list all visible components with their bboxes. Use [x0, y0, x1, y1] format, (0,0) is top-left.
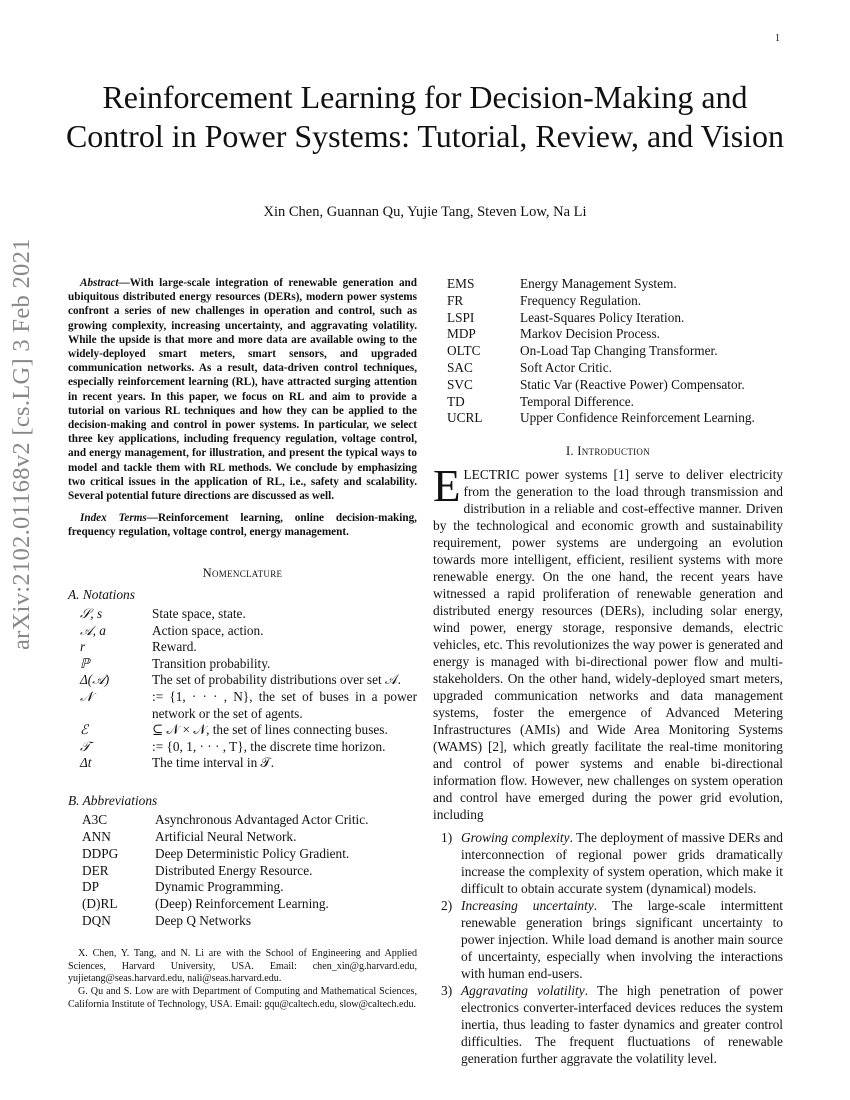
arxiv-stamp — [8, 238, 68, 650]
notation-symbol: 𝒜, a — [80, 622, 106, 638]
item-text: . The deployment of massive DERs and interconnection of regional power grids dramatically increase the complexity of system operation, which make it difficult to obtain accurate system (dynamical) models. — [461, 830, 783, 897]
abbreviation-description: Frequency Regulation. — [520, 292, 642, 308]
notation-row — [80, 623, 417, 640]
notation-symbol: r — [80, 639, 86, 655]
item-term: Growing complexity — [461, 830, 570, 846]
index-terms-text: —Reinforcement learning, online decision-making, frequency regulation, voltage control, energy management. — [68, 512, 417, 539]
abbreviation-description: (Deep) Reinforcement Learning. — [155, 896, 329, 912]
introduction-heading: I. Introduction — [565, 444, 651, 459]
abbreviation-row — [447, 410, 755, 427]
page-number: 1 — [775, 33, 780, 44]
abbreviation-row — [447, 326, 755, 343]
abbreviation-row — [447, 394, 755, 411]
nomenclature-heading: Nomenclature — [202, 565, 283, 580]
notation-description: ⊆ 𝒩 × 𝒩, the set of lines connecting buses. — [152, 722, 388, 738]
abbreviation-description: Soft Actor Critic. — [520, 359, 612, 375]
notation-row — [80, 739, 417, 756]
abbreviation: OLTC — [447, 343, 481, 359]
notation-symbol: Δ(𝒜) — [80, 672, 110, 688]
paper-title: Reinforcement Learning for Decision-Making and Control in Power Systems: Tutorial, Review, and Vision — [65, 79, 785, 154]
abbreviation: DP — [82, 879, 99, 895]
notation-description: Action space, action. — [152, 622, 264, 638]
abbreviation-row — [82, 913, 368, 930]
abbreviation-description: Distributed Energy Resource. — [155, 862, 313, 878]
left-column — [68, 276, 417, 1012]
abbreviation-description: Dynamic Programming. — [155, 879, 284, 895]
abbreviation: DQN — [82, 912, 111, 928]
challenge-item — [433, 982, 783, 1067]
footnotes — [68, 948, 417, 1012]
notation-description: Reward. — [152, 639, 197, 655]
arxiv-stamp-text: arXiv:2102.01168v2 [cs.LG] 3 Feb 2021 — [8, 238, 35, 650]
abbreviation: TD — [447, 393, 465, 409]
abbreviation: UCRL — [447, 410, 483, 426]
notations-heading: A. Notations — [68, 586, 135, 602]
footnote-affiliation-1: X. Chen, Y. Tang, and N. Li are with the School of Engineering and Applied Sciences, Harvard University, USA. Email: chen_xin@g.harvard.edu, yujietang@seas.harvard.edu, nali@seas.harvard.edu. — [68, 947, 417, 985]
abbreviation-row — [447, 293, 755, 310]
challenge-item — [433, 897, 783, 982]
abbreviation-row — [82, 846, 368, 863]
notation-description: State space, state. — [152, 606, 246, 622]
intro-paragraph-text: LECTRIC power systems [1] serve to deliver electricity from the generation to the load through transmission and distribution in a reliable and cost-effective manner. Driven by the technological and economic growth and sustainability requirement, power systems are undergoing an evolution towards more intelligent, efficient, resilient systems with more renewable energy. On the one hand, the recent years have witnessed a rapid proliferation of renewable generation and distributed energy resources (DERs), including solar energy, wind power, energy storage, responsive demands, electric vehicles, etc. This revolutionizes the way power is generated and energy is managed with bi-directional power flow and multi-stakeholders. On the other hand, widely-deployed smart meters, upgraded communication networks and data management systems, foster the emergence of Advanced Metering Infrastructures (AMIs) and Wide Area Monitoring Systems (WAMS) [2], which greatly facilitate the real-time monitoring and control of power systems and enable bi-directional information flow. However, new challenges on system operation and control have emerged during the power grid evolution, including — [433, 467, 783, 823]
index-terms-label: Index Terms — [80, 512, 147, 525]
intro-paragraph — [433, 461, 783, 823]
abbreviation: (D)RL — [82, 896, 118, 912]
notation-description: := {1, · · · , N}, the set of buses in a power network or the set of agents. — [152, 689, 417, 721]
notation-symbol: 𝒮, s — [80, 606, 103, 622]
author-list: Xin Chen, Guannan Qu, Yujie Tang, Steven Low, Na Li — [263, 204, 587, 220]
abbreviations-heading: B. Abbreviations — [68, 793, 158, 808]
item-text: . The high penetration of power electronics converter-interfaced devices reduces the system inertia, thus leading to faster dynamics and greater control difficulties. The frequent fluctuations of renewable generation further aggravate the volatility level. — [461, 983, 783, 1067]
notation-description: The time interval in 𝒯. — [152, 755, 275, 771]
abbreviation-row — [82, 829, 368, 846]
item-number: 3) — [441, 983, 453, 999]
notation-row — [80, 689, 417, 722]
abbreviation-description: Deep Q Networks — [155, 912, 252, 928]
abbreviation-description: Energy Management System. — [520, 276, 677, 291]
abbreviation-row — [447, 377, 755, 394]
challenge-item — [433, 829, 783, 897]
notation-symbol: 𝒩 — [80, 689, 93, 705]
notation-row — [80, 639, 417, 656]
introduction-body — [433, 461, 783, 1067]
item-number: 2) — [441, 898, 453, 914]
footnote-affiliation-2: G. Qu and S. Low are with Department of Computing and Mathematical Sciences, California Institute of Technology, USA. Email: gqu@caltech.edu, slow@caltech.edu. — [68, 986, 417, 1010]
abbreviation-description: Asynchronous Advantaged Actor Critic. — [155, 812, 369, 828]
abbreviation-row — [82, 863, 368, 880]
abbreviation: A3C — [82, 812, 108, 828]
notation-symbol: ℰ — [80, 722, 89, 738]
abbreviation-description: Deep Deterministic Policy Gradient. — [155, 845, 350, 861]
abbreviation-row — [82, 812, 368, 829]
abbreviation: DER — [82, 862, 109, 878]
right-column — [433, 276, 783, 1067]
notation-symbol: 𝒯 — [80, 738, 91, 754]
abbreviation-description: Temporal Difference. — [520, 393, 635, 409]
notation-symbol: Δt — [80, 755, 92, 771]
notation-row — [80, 606, 417, 623]
abbreviation: FR — [447, 292, 464, 308]
abbreviations-table-left — [82, 812, 368, 930]
abstract — [68, 276, 417, 503]
abbreviation: DDPG — [82, 845, 119, 861]
notation-symbol: ℙ — [80, 655, 90, 671]
notation-row — [80, 755, 417, 772]
abbreviation-row — [82, 896, 368, 913]
abstract-label: Abstract — [80, 277, 119, 289]
item-text: . The large-scale intermittent renewable generation brings significant uncertainty to power injection. While load demand is another main source of uncertainty, especially when involving the interactions with human end-users. — [461, 898, 783, 982]
item-term: Increasing uncertainty — [461, 898, 594, 914]
notations-table — [80, 606, 417, 772]
abbreviation-description: Least-Squares Policy Iteration. — [520, 309, 685, 325]
abbreviation: LSPI — [447, 309, 475, 325]
abbreviation: SVC — [447, 376, 473, 392]
abbreviation-description: Markov Decision Process. — [520, 326, 660, 342]
abbreviation-description: Artificial Neural Network. — [155, 829, 297, 844]
notation-description: The set of probability distributions over set 𝒜. — [152, 672, 401, 688]
notation-description: Transition probability. — [152, 655, 271, 671]
abbreviation: SAC — [447, 359, 473, 375]
abbreviation-row — [447, 310, 755, 327]
abbreviation-description: Static Var (Reactive Power) Compensator. — [520, 376, 745, 392]
abbreviation-row — [447, 343, 755, 360]
abbreviation-description: Upper Confidence Reinforcement Learning. — [520, 410, 755, 426]
item-number: 1) — [441, 830, 453, 846]
notation-row — [80, 656, 417, 673]
index-terms — [68, 511, 417, 539]
abbreviations-table-right — [447, 276, 755, 427]
abbreviation: ANN — [82, 829, 111, 844]
abstract-text: —With large-scale integration of renewable generation and ubiquitous distributed energy resources (DERs), modern power systems confront a series of new challenges in operation and control, such as growing complexity, increasing uncertainty, and aggravating volatility. While the upside is that more and more data are available owing to the widely-deployed smart meters, smart sensors, and upgraded communication networks. As a result, data-driven control techniques, especially reinforcement learning (RL), have attracted surging attention in recent years. In this paper, we focus on RL and aim to provide a tutorial on various RL techniques and how they can be applied to the decision-making and control in power systems. In particular, we select three key applications, including frequency regulation, voltage control, and energy management, for illustration, and present the typical ways to model and tackle them with RL methods. We conclude by emphasizing two critical issues in the application of RL, i.e., safety and scalability. Several potential future directions are discussed as well. — [68, 277, 417, 503]
abbreviation-row — [82, 879, 368, 896]
abbreviation: MDP — [447, 326, 476, 342]
item-term: Aggravating volatility — [461, 983, 585, 999]
notation-row — [80, 722, 417, 739]
abbreviation: EMS — [447, 276, 475, 291]
abbreviation-row — [447, 360, 755, 377]
abbreviation-description: On-Load Tap Changing Transformer. — [520, 343, 718, 359]
abbreviation-row — [447, 276, 755, 293]
notation-row — [80, 672, 417, 689]
notation-description: := {0, 1, · · · , T}, the discrete time horizon. — [152, 738, 386, 754]
drop-cap: E — [433, 461, 461, 512]
challenges-list — [433, 829, 783, 1067]
